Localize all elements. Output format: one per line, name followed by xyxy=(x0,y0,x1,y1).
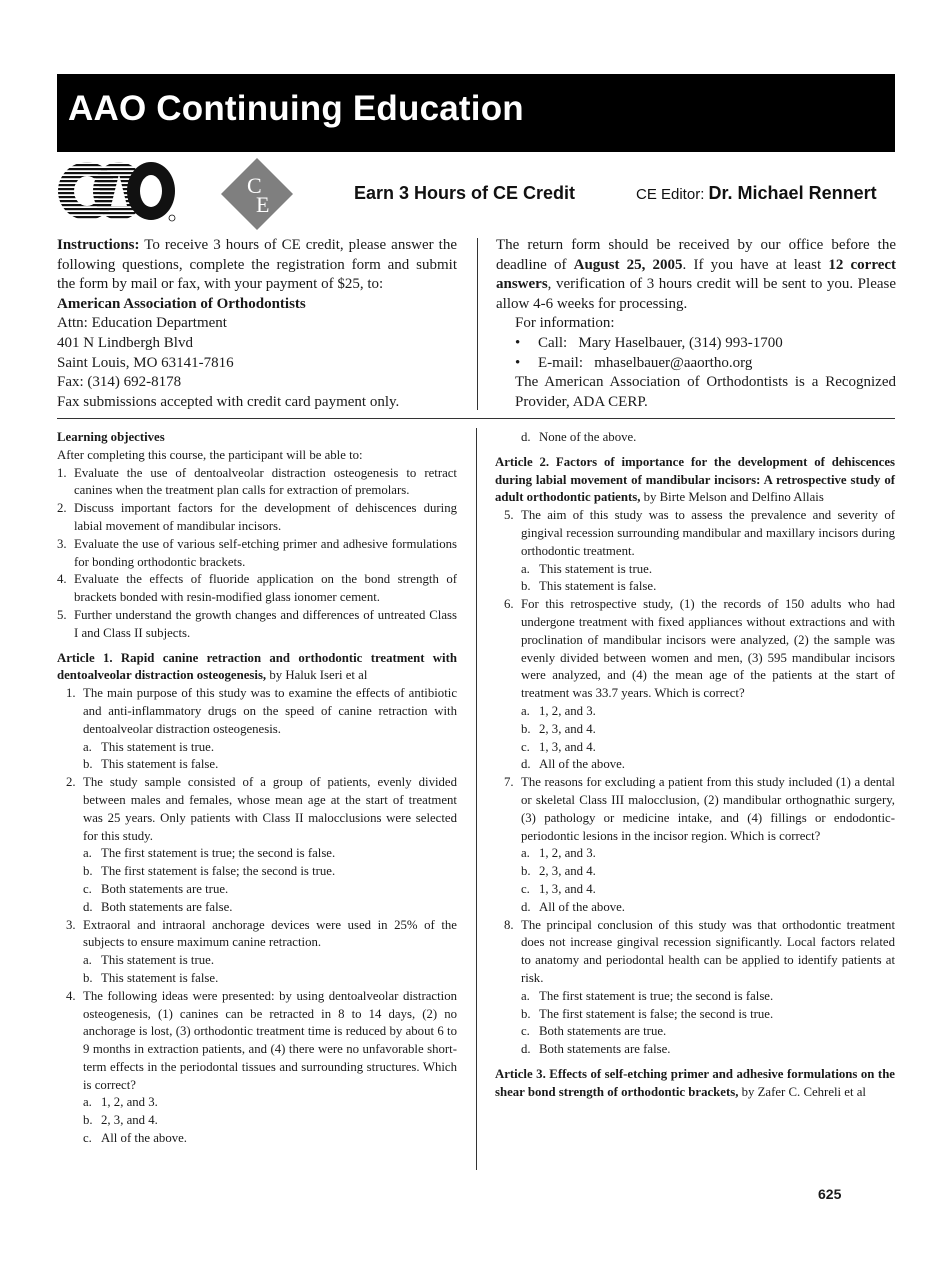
aao-logo-icon xyxy=(57,160,179,224)
call-item: • Call: Mary Haselbauer, (314) 993-1700 xyxy=(496,334,896,354)
question-5: 5. The aim of this study was to assess the prevalence and severity of gingival recession surrounding mandibular and maxillary incisors during orthodontic treatment. xyxy=(504,508,895,558)
right-column xyxy=(495,429,895,1101)
address-line: Attn: Education Department xyxy=(57,315,227,332)
question-2: 2. The study sample consisted of a group of patients, evenly divided between males and females, whose mean age at the start of treatment was 25 years. Only patients with Class II malocclusions were selected for this study. xyxy=(66,775,457,843)
page-number: 625 xyxy=(818,1186,842,1202)
address-fax: Fax: (314) 692-8178 xyxy=(57,374,182,391)
option-7d[interactable]: d. All of the above. xyxy=(521,899,625,914)
bullet-icon: • xyxy=(515,354,521,371)
left-column xyxy=(57,429,457,1148)
objective-item: 4. Evaluate the effects of fluoride application on the bond strength of brackets bonded with resin-modified glass ionomer cement. xyxy=(57,572,457,605)
option-8a[interactable]: a. The first statement is true; the second is false. xyxy=(521,988,774,1003)
ce-letter-e: E xyxy=(256,192,270,217)
instructions-left xyxy=(57,236,457,412)
option-2c[interactable]: c. Both statements are true. xyxy=(83,881,229,896)
earn-credit-heading: Earn 3 Hours of CE Credit xyxy=(354,183,576,203)
article-1-heading: Article 1. Rapid canine retraction and orthodontic treatment with dentoalveolar distraction osteogenesis, by Haluk Iseri et al xyxy=(57,650,457,683)
return-form-text: The return form should be received by our office before the deadline of August 25, 2005. If you have at least 12 correct answers, verification of 3 hours credit will be sent to you. Please allow 4-6 weeks for processing. xyxy=(496,237,897,312)
objective-item: 2. Discuss important factors for the development of dehiscences during labial movement of mandibular incisors. xyxy=(57,501,457,533)
question-1: 1. The main purpose of this study was to examine the effects of antibiotic and anti-inflammatory drugs on the speed of canine retraction with dentoalveolar distraction osteogenesis. xyxy=(66,686,457,736)
option-5b[interactable]: b. This statement is false. xyxy=(521,579,657,594)
column-divider xyxy=(476,428,477,1170)
option-8b[interactable]: b. The first statement is false; the second is true. xyxy=(521,1006,774,1021)
ce-diamond-logo xyxy=(220,157,294,231)
objective-item: 3. Evaluate the use of various self-etching primer and adhesive formulations for bonding orthodontic brackets. xyxy=(57,536,457,569)
address-line: Saint Louis, MO 63141-7816 xyxy=(57,354,234,371)
objectives-intro: After completing this course, the participant will be able to: xyxy=(57,447,363,462)
option-4d[interactable]: d. None of the above. xyxy=(521,430,637,444)
fax-note: Fax submissions accepted with credit card payment only. xyxy=(57,393,400,410)
instructions-label: Instructions: xyxy=(57,237,140,253)
option-4c[interactable]: c. All of the above. xyxy=(83,1131,187,1146)
section-divider xyxy=(57,418,895,419)
provider-text: The American Association of Orthodontists is a Recognized Provider, ADA CERP. xyxy=(515,374,896,410)
address-name: American Association of Orthodontists xyxy=(57,295,306,312)
page-title: AAO Continuing Education xyxy=(68,89,524,128)
option-3a[interactable]: a. This statement is true. xyxy=(83,953,215,968)
objective-item: 1. Evaluate the use of dentoalveolar distraction osteogenesis to retract canines when the treatment plan calls for extraction of premolars. xyxy=(57,465,457,498)
question-7: 7. The reasons for excluding a patient from this study included (1) a dental or skeletal Class III malocclusion, (2) mandibular orthognathic surgery, (3) pathology or medicine intake, and (4) fillings or endodontic-periodontic lesions in the incisor region. Which is correct? xyxy=(504,775,895,843)
instructions-right xyxy=(496,236,896,412)
instructions-text: Instructions: To receive 3 hours of CE credit, please answer the following questions, complete the registration form and submit the form by mail or fax, with your payment of $25, to: xyxy=(57,237,457,293)
address-line: 401 N Lindbergh Blvd xyxy=(57,334,193,351)
option-1a[interactable]: a. This statement is true. xyxy=(83,739,215,754)
option-1b[interactable]: b. This statement is false. xyxy=(83,757,219,772)
question-4: 4. The following ideas were presented: by using dentoalveolar distraction osteogenesis, (1) canines can be retracted in 8 to 14 days, (2) no anchorage is lost, (3) orthodontic treatment time is reduced by about 6 to 9 months in extraction patients, and (4) there were no unfavorable short-term effects in the periodontal tissues and surrounding structures. Which is correct? xyxy=(66,988,457,1092)
option-7b[interactable]: b. 2, 3, and 4. xyxy=(521,864,596,879)
option-2d[interactable]: d. Both statements are false. xyxy=(83,899,233,914)
objective-item: 5. Further understand the growth changes and differences of untreated Class I and Class II subjects. xyxy=(57,607,457,640)
objectives-heading: Learning objectives xyxy=(57,430,165,444)
info-label: For information: xyxy=(515,315,615,332)
email-item: • E-mail: mhaselbauer@aaortho.org xyxy=(496,354,896,374)
ce-diamond-icon xyxy=(220,157,294,231)
option-8c[interactable]: c. Both statements are true. xyxy=(521,1024,667,1039)
option-2b[interactable]: b. The first statement is false; the second is true. xyxy=(83,864,336,879)
option-6a[interactable]: a. 1, 2, and 3. xyxy=(521,703,596,718)
ce-editor-name: Dr. Michael Rennert xyxy=(708,183,877,203)
option-6b[interactable]: b. 2, 3, and 4. xyxy=(521,721,596,736)
bullet-icon: • xyxy=(515,334,521,351)
question-3: 3. Extraoral and intraoral anchorage devices were used in 25% of the subjects to ensure maximum canine retraction. xyxy=(66,917,457,950)
option-7c[interactable]: c. 1, 3, and 4. xyxy=(521,881,596,896)
option-6d[interactable]: d. All of the above. xyxy=(521,757,625,772)
question-6: 6. For this retrospective study, (1) the records of 150 adults who had undergone treatment with fixed appliances without extractions and with proclination of mandibular incisors were analyzed, (2) the sample was evenly divided between women and men, (3) 595 mandibular incisors were analyzed, and (4) the mean age of the patients at the start of treatment was 33.7 years. Which is correct? xyxy=(504,597,895,701)
option-2a[interactable]: a. The first statement is true; the second is false. xyxy=(83,846,336,861)
question-8: 8. The principal conclusion of this study was that orthodontic treatment does not increase gingival recession significantly. Local factors related to anatomy and periodontal health can be applied to identify patients at risk. xyxy=(504,917,895,985)
column-divider xyxy=(477,238,478,410)
option-6c[interactable]: c. 1, 3, and 4. xyxy=(521,739,596,754)
article-3-heading: Article 3. Effects of self-etching primer and adhesive formulations on the shear bond strength of orthodontic brackets, by Zafer C. Cehreli et al xyxy=(495,1066,895,1099)
option-7a[interactable]: a. 1, 2, and 3. xyxy=(521,846,596,861)
header-banner xyxy=(57,74,895,152)
ce-editor-label: CE Editor: xyxy=(636,186,705,203)
option-4b[interactable]: b. 2, 3, and 4. xyxy=(83,1113,158,1128)
option-5a[interactable]: a. This statement is true. xyxy=(521,561,653,576)
ce-letter-c: C xyxy=(247,173,262,198)
ce-editor xyxy=(636,183,877,204)
option-8d[interactable]: d. Both statements are false. xyxy=(521,1042,671,1057)
option-3b[interactable]: b. This statement is false. xyxy=(83,970,219,985)
article-2-heading: Article 2. Factors of importance for the development of dehiscences during labial movement of mandibular incisors: A retrospective study of adult orthodontic patients, by Birte Melson and Delfino Allais xyxy=(495,454,895,505)
option-4a[interactable]: a. 1, 2, and 3. xyxy=(83,1095,158,1110)
